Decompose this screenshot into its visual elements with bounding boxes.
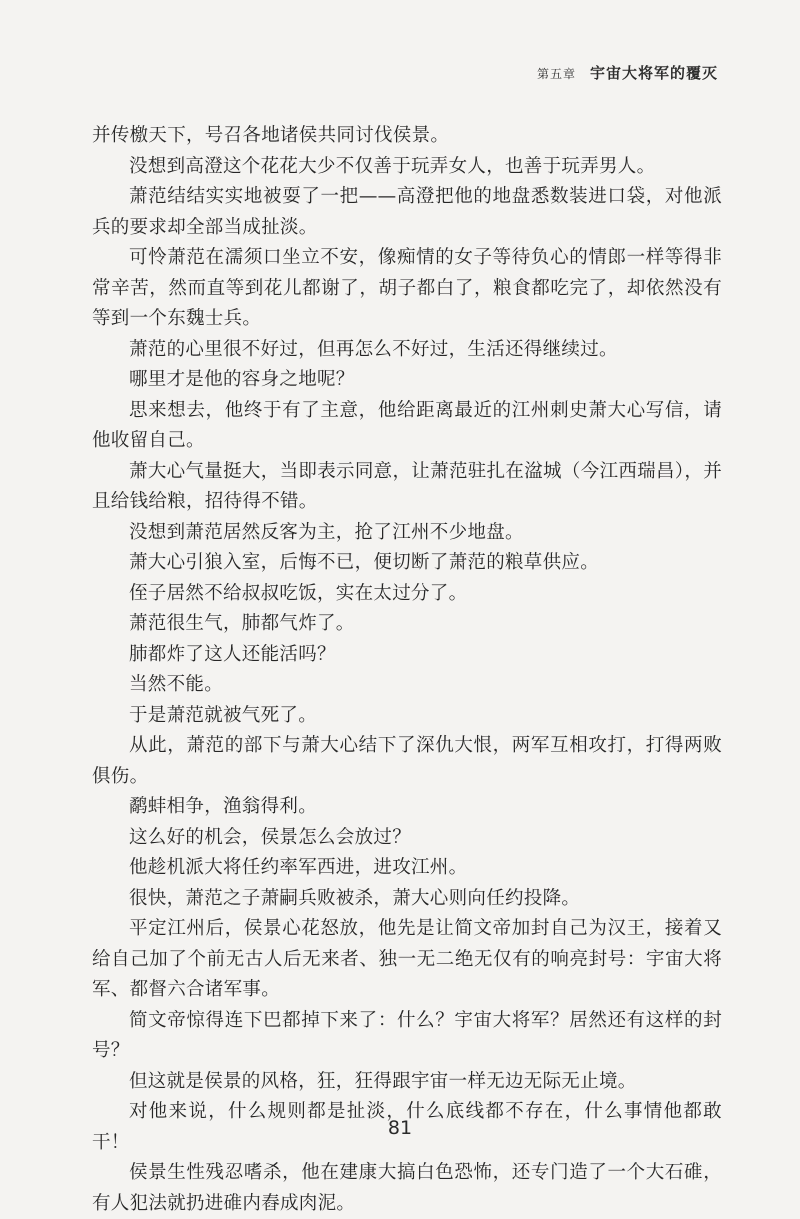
body-text bbox=[92, 121, 722, 1219]
page-number: 81 bbox=[387, 1117, 413, 1139]
paragraph: 没想到萧范居然反客为主，抢了江州不少地盘。 bbox=[129, 521, 524, 543]
running-head bbox=[537, 62, 718, 83]
paragraph: 但这就是侯景的风格，狂，狂得跟宇宙一样无边无际无止境。 bbox=[129, 1070, 637, 1092]
paragraph: 这么好的机会，侯景怎么会放过？ bbox=[129, 826, 412, 848]
paragraph: 没想到高澄这个花花大少不仅善于玩弄女人，也善于玩弄男人。 bbox=[129, 155, 656, 177]
paragraph: 简文帝惊得连下巴都掉下来了：什么？宇宙大将军？居然还有这样的封号？ bbox=[92, 1009, 722, 1061]
paragraph: 他趁机派大将任约率军西进，进攻江州。 bbox=[129, 857, 468, 878]
paragraph: 侄子居然不给叔叔吃饭，实在太过分了。 bbox=[129, 582, 468, 604]
chapter-title: 宇宙大将军的覆灭 bbox=[589, 64, 718, 82]
paragraph: 当然不能。 bbox=[129, 674, 224, 695]
paragraph: 侯景生性残忍嗜杀，他在建康大搞白色恐怖，还专门造了一个大石碓，有人犯法就扔进碓内舂成肉泥。 bbox=[92, 1162, 722, 1214]
paragraph: 很快，萧范之子萧嗣兵败被杀，萧大心则向任约投降。 bbox=[129, 887, 581, 909]
paragraph: 对他来说，什么规则都是扯淡，什么底线都不存在，什么事情他都敢干！ bbox=[92, 1101, 722, 1153]
paragraph: 鹬蚌相争，渔翁得利。 bbox=[129, 796, 318, 817]
paragraph: 肺都炸了这人还能活吗？ bbox=[129, 643, 336, 665]
paragraph: 可怜萧范在濡须口坐立不安，像痴情的女子等待负心的情郎一样等得非常辛苦，然而直等到花儿都谢了，胡子都白了，粮食都吃完了，却依然没有等到一个东魏士兵。 bbox=[92, 247, 722, 329]
paragraph: 萧范的心里很不好过，但再怎么不好过，生活还得继续过。 bbox=[129, 338, 618, 360]
paragraph: 从此，萧范的部下与萧大心结下了深仇大恨，两军互相攻打，打得两败俱伤。 bbox=[92, 735, 722, 787]
chapter-label: 第五章 bbox=[536, 67, 576, 81]
paragraph: 思来想去，他终于有了主意，他给距离最近的江州刺史萧大心写信，请他收留自己。 bbox=[92, 399, 722, 451]
paragraph: 萧大心气量挺大，当即表示同意，让萧范驻扎在湓城（今江西瑞昌），并且给钱给粮，招待得不错。 bbox=[92, 460, 722, 512]
paragraph: 萧大心引狼入室，后悔不已，便切断了萧范的粮草供应。 bbox=[129, 552, 600, 573]
paragraph: 平定江州后，侯景心花怒放，他先是让简文帝加封自己为汉王，接着又给自己加了个前无古人后无来者、独一无二绝无仅有的响亮封号：宇宙大将军、都督六合诸军事。 bbox=[92, 918, 722, 1000]
paragraph: 于是萧范就被气死了。 bbox=[129, 704, 318, 726]
paragraph: 萧范很生气，肺都气炸了。 bbox=[129, 613, 355, 634]
paragraph-continuation: 并传檄天下，号召各地诸侯共同讨伐侯景。 bbox=[92, 125, 450, 146]
paragraph: 哪里才是他的容身之地呢？ bbox=[129, 369, 355, 390]
paragraph: 萧范结结实实地被耍了一把——高澄把他的地盘悉数装进口袋，对他派兵的要求却全部当成扯淡。 bbox=[92, 186, 722, 238]
